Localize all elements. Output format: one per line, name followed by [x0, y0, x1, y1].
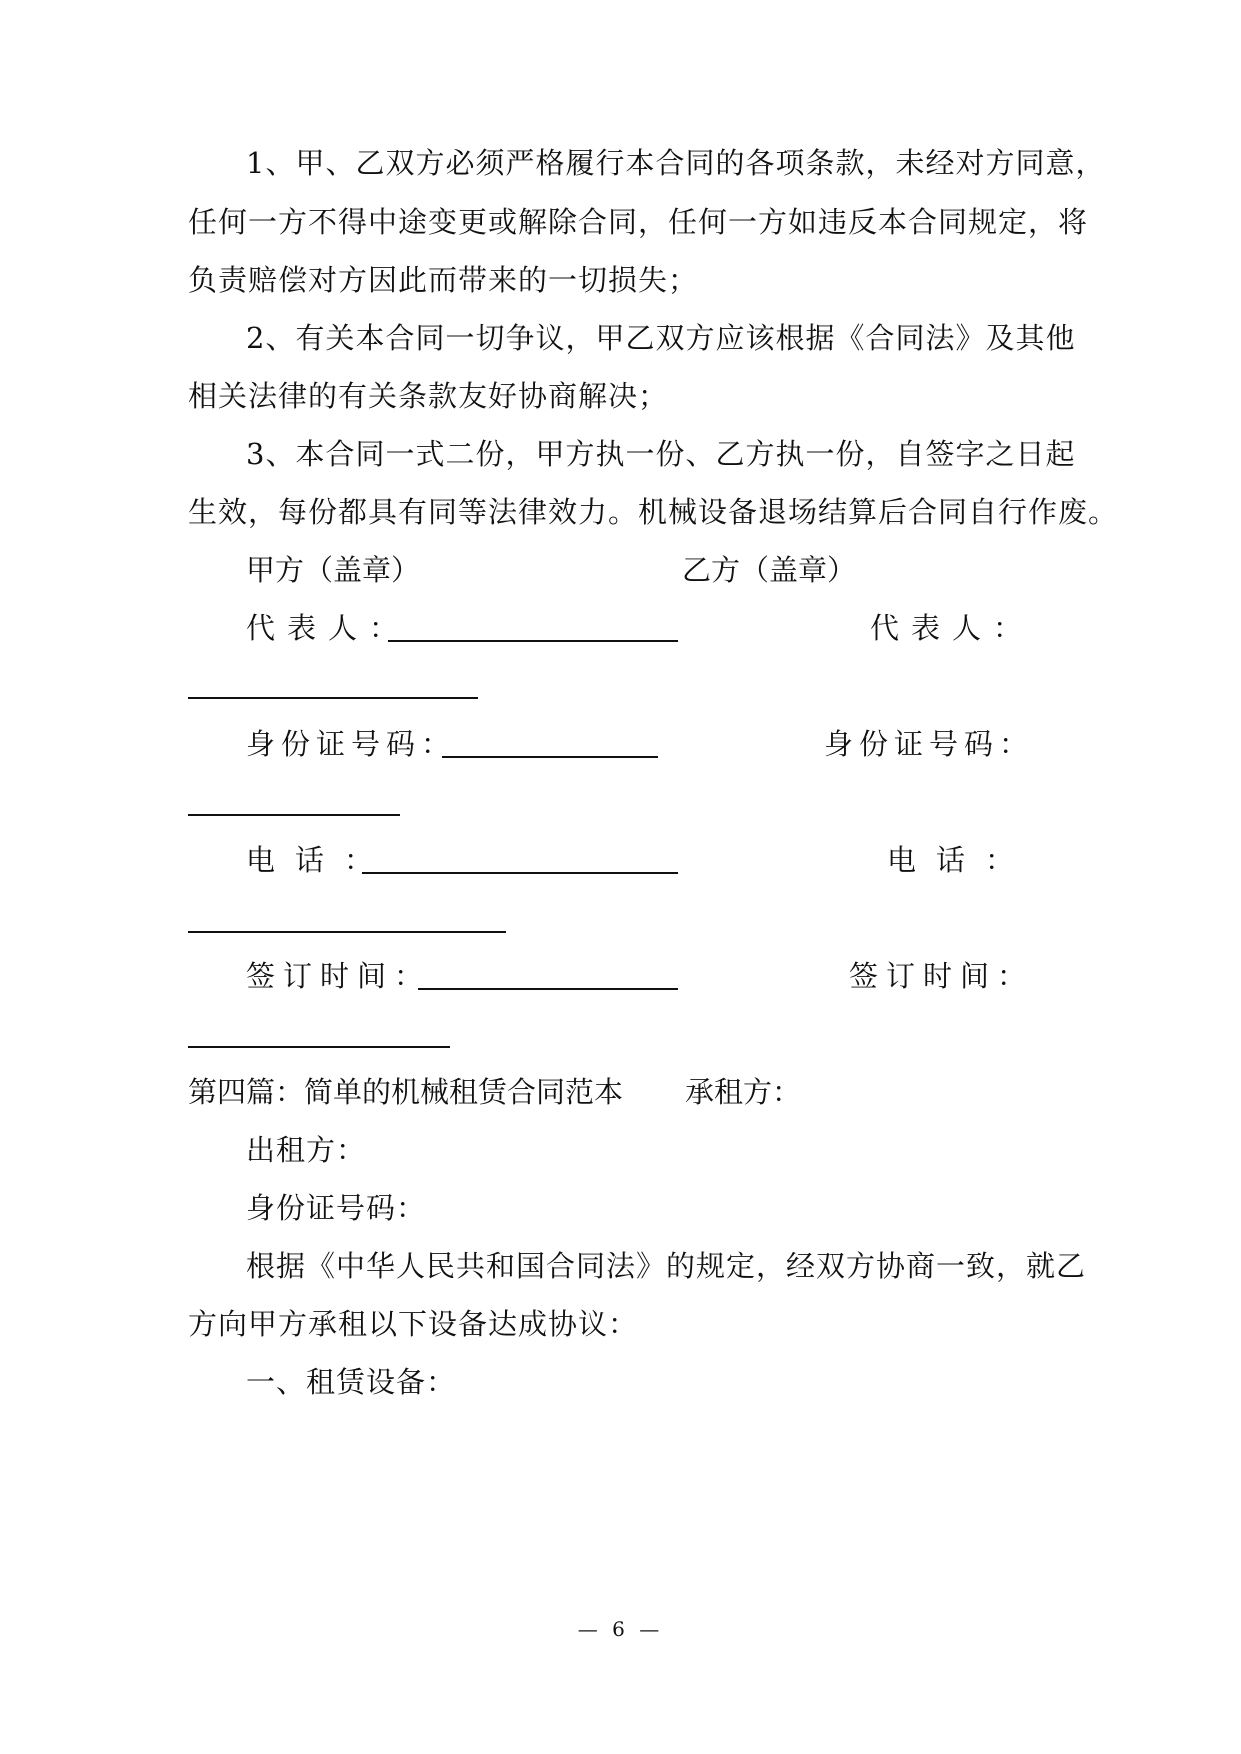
clause-1-line-1: 1、甲、乙双方必须严格履行本合同的各项条款，未经对方同意， [246, 146, 1106, 180]
party-b-phone-line[interactable] [188, 931, 506, 933]
party-a-seal: 甲方（盖章） [246, 553, 421, 587]
party-a-id-label: 身份证号码： [246, 727, 457, 761]
party-b-id-label: 身份证号码： [823, 727, 1034, 761]
party-a-representative-label: 代表人： [246, 611, 411, 645]
clause-3-line-2: 生效，每份都具有同等法律效力。机械设备退场结算后合同自行作废。 [188, 495, 1119, 529]
clause-1-line-3: 负责赔偿对方因此而带来的一切损失； [188, 263, 699, 297]
party-a-phone-line[interactable] [362, 844, 678, 874]
part4-section-1: 一、租赁设备： [246, 1365, 457, 1399]
part4-heading [188, 1072, 801, 1112]
party-a-representative-line[interactable] [388, 612, 678, 642]
party-b-seal: 乙方（盖章） [681, 553, 856, 587]
clause-2-line-1: 2、有关本合同一切争议，甲乙双方应该根据《合同法》及其他 [246, 321, 1076, 355]
party-b-representative-line[interactable] [188, 697, 478, 699]
party-a-id-line[interactable] [442, 728, 658, 758]
part4-intro-line-1: 根据《中华人民共和国合同法》的规定，经双方协商一致，就乙 [246, 1249, 1087, 1283]
party-b-date-line[interactable] [188, 1046, 450, 1048]
party-a-date-label: 签订时间： [246, 959, 432, 993]
part4-id-label: 身份证号码： [246, 1191, 427, 1225]
party-b-phone-label: 电话： [886, 843, 1034, 877]
party-b-id-line[interactable] [188, 814, 400, 816]
party-a-phone-label: 电话： [246, 843, 394, 877]
clause-2-line-2: 相关法律的有关条款友好协商解决； [188, 379, 669, 413]
party-b-representative-label: 代表人： [869, 611, 1034, 645]
part4-lessor-label: 出租方： [246, 1133, 367, 1167]
clause-1-line-2: 任何一方不得中途变更或解除合同，任何一方如违反本合同规定，将 [188, 205, 1089, 239]
part4-lessee-label: 承租方： [685, 1075, 802, 1109]
part4-title: 第四篇：简单的机械租赁合同范本 [188, 1075, 624, 1109]
page-number: — 6 — [577, 1617, 664, 1641]
clause-3-line-1: 3、本合同一式二份，甲方执一份、乙方执一份，自签字之日起 [246, 437, 1076, 471]
part4-intro-line-2: 方向甲方承租以下设备达成协议： [188, 1307, 639, 1341]
party-b-date-label: 签订时间： [848, 959, 1034, 993]
party-a-date-line[interactable] [418, 960, 678, 990]
